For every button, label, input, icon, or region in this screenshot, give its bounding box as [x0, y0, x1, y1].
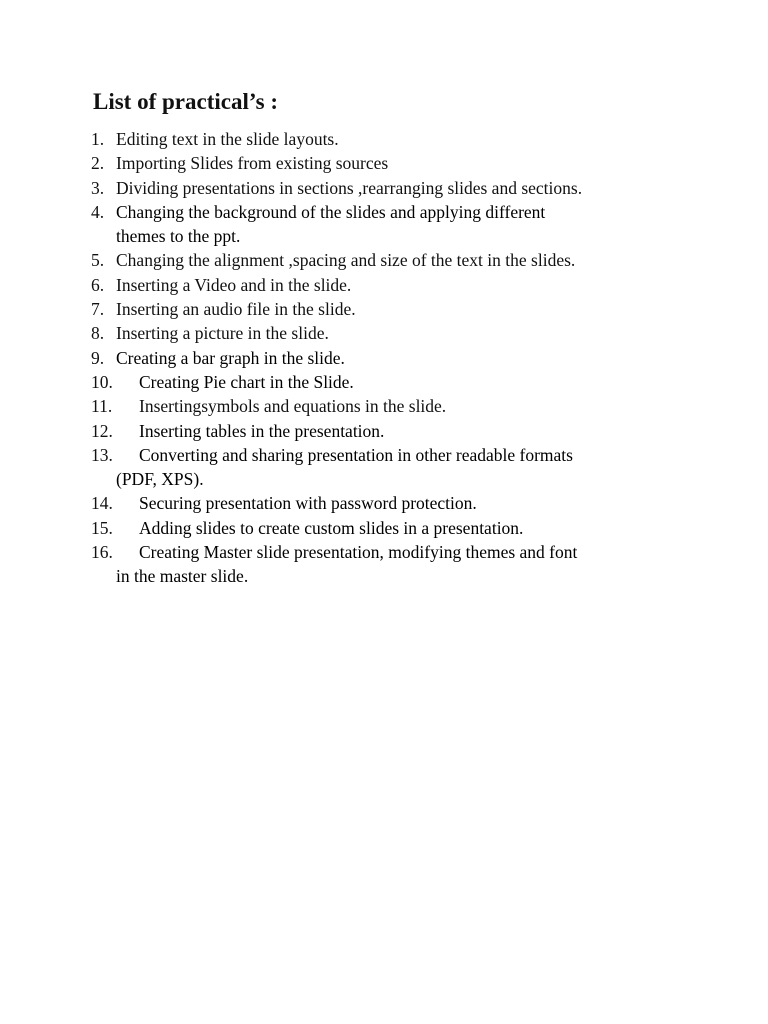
list-item: [91, 151, 691, 175]
practical-list: [91, 127, 691, 589]
item-number: 10.: [91, 371, 113, 392]
item-text: Inserting a Video and in the slide.: [116, 274, 352, 295]
item-number: 2.: [91, 153, 105, 174]
item-number: 11.: [91, 396, 113, 417]
item-text-continued: (PDF, XPS).: [116, 469, 204, 490]
item-number: 7.: [91, 299, 105, 320]
item-text: Creating Pie chart in the Slide.: [139, 371, 354, 392]
list-item: [91, 491, 691, 515]
item-number: 8.: [91, 323, 105, 344]
list-item: [91, 516, 691, 540]
item-text-continued: in the master slide.: [116, 566, 249, 587]
list-item: [91, 127, 691, 151]
item-text: Inserting an audio file in the slide.: [116, 299, 356, 320]
item-text-continued: themes to the ppt.: [116, 226, 241, 247]
item-number: 5.: [91, 250, 105, 271]
list-item: [91, 321, 691, 345]
item-text: Changing the background of the slides and applying different: [116, 201, 546, 222]
item-text: Insertingsymbols and equations in the slide.: [139, 396, 447, 417]
item-number: 16.: [91, 542, 113, 563]
item-text: Adding slides to create custom slides in a presentation.: [139, 517, 524, 538]
list-item: [91, 346, 691, 370]
item-number: 3.: [91, 177, 105, 198]
page-heading: List of practical’s :: [93, 89, 279, 114]
list-item: [91, 394, 691, 418]
item-text: Creating a bar graph in the slide.: [116, 347, 345, 368]
item-text: Dividing presentations in sections ,rearranging slides and sections.: [116, 177, 583, 198]
item-number: 14.: [91, 493, 113, 514]
item-number: 12.: [91, 420, 113, 441]
list-item: [91, 540, 691, 589]
list-item: [91, 443, 691, 492]
item-text: Editing text in the slide layouts.: [116, 129, 339, 149]
item-number: 9.: [91, 347, 105, 368]
item-number: 1.: [91, 129, 105, 149]
item-text: Creating Master slide presentation, modifying themes and font: [139, 542, 578, 563]
item-text: Inserting tables in the presentation.: [139, 420, 385, 441]
item-text: Securing presentation with password protection.: [139, 493, 477, 514]
item-text: Converting and sharing presentation in other readable formats: [139, 444, 573, 465]
list-item: [91, 176, 691, 200]
list-item: [91, 370, 691, 394]
list-item: [91, 248, 691, 272]
item-text: Changing the alignment ,spacing and size of the text in the slides.: [116, 250, 576, 271]
item-number: 15.: [91, 517, 113, 538]
item-text: Inserting a picture in the slide.: [116, 323, 329, 344]
item-text: Importing Slides from existing sources: [116, 153, 389, 174]
list-item: [91, 419, 691, 443]
item-number: 6.: [91, 274, 105, 295]
list-item: [91, 273, 691, 297]
item-number: 13.: [91, 444, 113, 465]
list-item: [91, 297, 691, 321]
item-number: 4.: [91, 201, 105, 222]
list-item: [91, 200, 691, 249]
